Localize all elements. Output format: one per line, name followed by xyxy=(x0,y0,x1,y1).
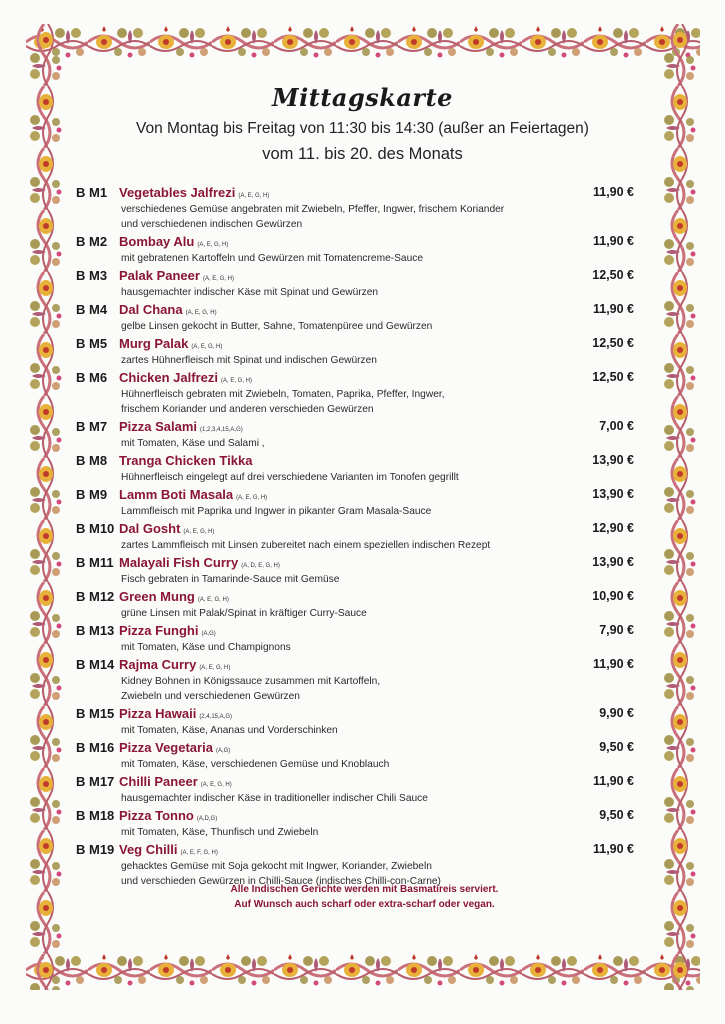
allergen-codes: (A, E, G, H) xyxy=(185,310,217,316)
menu-item xyxy=(76,589,636,621)
allergen-codes: (A, E, G, H) xyxy=(183,529,215,535)
menu-item xyxy=(76,521,636,553)
dish-description: hausgemachter indischer Käse mit Spinat und Gewürzen xyxy=(121,287,379,298)
dish-description: Zwiebeln und verschiedenen Gewürzen xyxy=(121,691,300,702)
item-code: B M12 xyxy=(76,589,115,604)
item-price: 12,50 € xyxy=(592,370,634,384)
dish-description: Hühnerfleisch gebraten mit Zwiebeln, Tomaten, Paprika, Pfeffer, Ingwer, xyxy=(121,389,445,400)
item-price: 11,90 € xyxy=(592,774,634,788)
dish-name: Pizza Hawaii xyxy=(119,706,197,721)
item-price: 9,90 € xyxy=(599,706,634,720)
item-code: B M11 xyxy=(76,555,114,570)
dish-name: Bombay Alu xyxy=(119,234,195,249)
item-code: B M7 xyxy=(76,419,108,434)
allergen-codes: (A,D,G) xyxy=(196,816,218,822)
menu-item xyxy=(76,370,636,417)
item-price: 9,50 € xyxy=(599,808,634,822)
item-price: 11,90 € xyxy=(592,657,634,671)
dish-description: frischem Koriander und anderen verschieden Gewürzen xyxy=(121,404,374,415)
dish-name: Rajma Curry xyxy=(119,657,197,672)
menu-item xyxy=(76,555,636,587)
item-code: B M14 xyxy=(76,657,115,672)
dish-description: mit Tomaten, Käse und Champignons xyxy=(121,642,291,653)
item-price: 13,90 € xyxy=(592,487,634,501)
dish-name: Chilli Paneer xyxy=(119,774,198,789)
opening-hours: Von Montag bis Freitag von 11:30 bis 14:30 (außer an Feiertagen) xyxy=(136,120,589,137)
item-code: B M18 xyxy=(76,808,115,823)
dish-name: Murg Palak xyxy=(119,336,189,351)
item-code: B M10 xyxy=(76,521,115,536)
menu-item xyxy=(76,336,636,368)
dish-description: und verschieden Gewürzen in Chilli-Sauce (indisches Chilli-con-Carne) xyxy=(121,876,441,887)
dish-description: mit Tomaten, Käse, Ananas und Vorderschinken xyxy=(121,725,338,736)
allergen-codes: (A, E, G, H) xyxy=(236,495,268,501)
menu-item xyxy=(76,302,636,334)
item-price: 9,50 € xyxy=(599,740,634,754)
dish-name: Pizza Funghi xyxy=(119,623,199,638)
item-code: B M13 xyxy=(76,623,115,638)
menu-list xyxy=(76,185,636,891)
validity-period: vom 11. bis 20. des Monats xyxy=(262,145,463,163)
page-title: Mittagskarte xyxy=(272,83,453,112)
allergen-codes: (A, E, G, H) xyxy=(191,344,223,350)
allergen-codes: (A, E, F, G, H) xyxy=(180,850,218,856)
allergen-codes: (A, E, G, H) xyxy=(199,665,231,671)
dish-name: Dal Chana xyxy=(119,302,183,317)
menu-item xyxy=(76,706,636,738)
dish-name: Chicken Jalfrezi xyxy=(119,370,218,385)
dish-description: mit Tomaten, Käse, verschiedenen Gemüse und Knoblauch xyxy=(121,759,390,770)
item-price: 12,90 € xyxy=(592,521,634,535)
item-price: 11,90 € xyxy=(592,302,634,316)
item-price: 13,90 € xyxy=(592,555,634,569)
footer-note-spice: Auf Wunsch auch scharf oder extra-scharf oder vegan. xyxy=(234,899,495,910)
allergen-codes: (1,2,3,4,15,A,G) xyxy=(200,427,243,433)
dish-description: verschiedenes Gemüse angebraten mit Zwiebeln, Pfeffer, Ingwer, frischem Koriander xyxy=(121,204,505,215)
menu-item xyxy=(76,234,636,266)
item-code: B M6 xyxy=(76,370,108,385)
item-code: B M15 xyxy=(76,706,115,721)
dish-name: Pizza Tonno xyxy=(119,808,194,823)
dish-name: Green Mung xyxy=(119,589,195,604)
item-code: B M16 xyxy=(76,740,115,755)
menu-item xyxy=(76,268,636,300)
dish-description: mit Tomaten, Käse, Thunfisch und Zwiebeln xyxy=(121,827,319,838)
menu-item xyxy=(76,453,636,485)
allergen-codes: (A, E, G, H) xyxy=(197,242,229,248)
item-code: B M3 xyxy=(76,268,108,283)
allergen-codes: (A, D, E, G, H) xyxy=(241,563,280,569)
menu-item xyxy=(76,487,636,519)
menu-item xyxy=(76,419,636,451)
dish-description: mit gebratenen Kartoffeln und Gewürzen mit Tomatencreme-Sauce xyxy=(121,253,424,264)
dish-name: Dal Gosht xyxy=(119,521,181,536)
allergen-codes: (A, E, G, H) xyxy=(200,782,232,788)
dish-description: hausgemachter indischer Käse in traditioneller indischer Chili Sauce xyxy=(121,793,428,804)
item-price: 12,50 € xyxy=(592,268,634,282)
item-code: B M4 xyxy=(76,302,108,317)
dish-name: Pizza Salami xyxy=(119,419,198,434)
dish-name: Vegetables Jalfrezi xyxy=(119,185,236,200)
dish-description: zartes Hühnerfleisch mit Spinat und indischen Gewürzen xyxy=(121,355,377,366)
dish-description: grüne Linsen mit Palak/Spinat in kräftiger Curry-Sauce xyxy=(121,608,367,619)
item-code: B M2 xyxy=(76,234,108,249)
allergen-codes: (2,4,15,A,G) xyxy=(199,714,232,720)
dish-name: Lamm Boti Masala xyxy=(119,487,234,502)
menu-item xyxy=(76,657,636,704)
allergen-codes: (A,G) xyxy=(201,631,216,637)
menu-item xyxy=(76,623,636,655)
item-price: 12,50 € xyxy=(592,336,634,350)
footer-note-rice: Alle Indischen Gerichte werden mit Basmatireis serviert. xyxy=(230,884,499,895)
item-code: B M1 xyxy=(76,185,108,200)
dish-description: gelbe Linsen gekocht in Butter, Sahne, Tomatenpüree und Gewürzen xyxy=(121,321,433,332)
menu-item xyxy=(76,740,636,772)
dish-description: mit Tomaten, Käse und Salami , xyxy=(121,438,265,449)
dish-name: Palak Paneer xyxy=(119,268,200,283)
dish-description: Kidney Bohnen in Königssauce zusammen mit Kartoffeln, xyxy=(121,676,381,687)
dish-description: Fisch gebraten in Tamarinde-Sauce mit Gemüse xyxy=(121,574,340,585)
item-code: B M9 xyxy=(76,487,108,502)
item-price: 10,90 € xyxy=(592,589,634,603)
dish-name: Pizza Vegetaria xyxy=(119,740,213,755)
item-code: B M8 xyxy=(76,453,108,468)
item-price: 11,90 € xyxy=(592,234,634,248)
item-price: 11,90 € xyxy=(592,842,634,856)
allergen-codes: (A, E, G, H) xyxy=(221,378,253,384)
dish-description: Lammfleisch mit Paprika und Ingwer in pikanter Gram Masala-Sauce xyxy=(121,506,432,517)
item-price: 7,00 € xyxy=(599,419,634,433)
dish-name: Malayali Fish Curry xyxy=(119,555,239,570)
menu-item xyxy=(76,808,636,840)
allergen-codes: (A, E, G, H) xyxy=(197,597,229,603)
allergen-codes: (A, E, G, H) xyxy=(202,276,234,282)
dish-name: Veg Chilli xyxy=(119,842,178,857)
dish-name: Tranga Chicken Tikka xyxy=(119,453,253,468)
dish-description: und verschiedenen indischen Gewürzen xyxy=(121,219,303,230)
dish-description: zartes Lammfleisch mit Linsen zubereitet nach einem speziellen indischen Rezept xyxy=(121,540,491,551)
item-price: 13,90 € xyxy=(592,453,634,467)
item-code: B M5 xyxy=(76,336,108,351)
item-price: 11,90 € xyxy=(592,185,634,199)
allergen-codes: (A,G) xyxy=(215,748,231,754)
item-code: B M19 xyxy=(76,842,115,857)
menu-item xyxy=(76,185,636,232)
item-price: 7,90 € xyxy=(599,623,634,637)
dish-description: gehacktes Gemüse mit Soja gekocht mit Ingwer, Koriander, Zwiebeln xyxy=(121,861,432,872)
dish-description: Hühnerfleisch eingelegt auf drei verschiedene Varianten im Tonofen gegrillt xyxy=(121,472,459,483)
item-code: B M17 xyxy=(76,774,115,789)
menu-item xyxy=(76,774,636,806)
allergen-codes: (A, E, G, H) xyxy=(238,193,270,199)
